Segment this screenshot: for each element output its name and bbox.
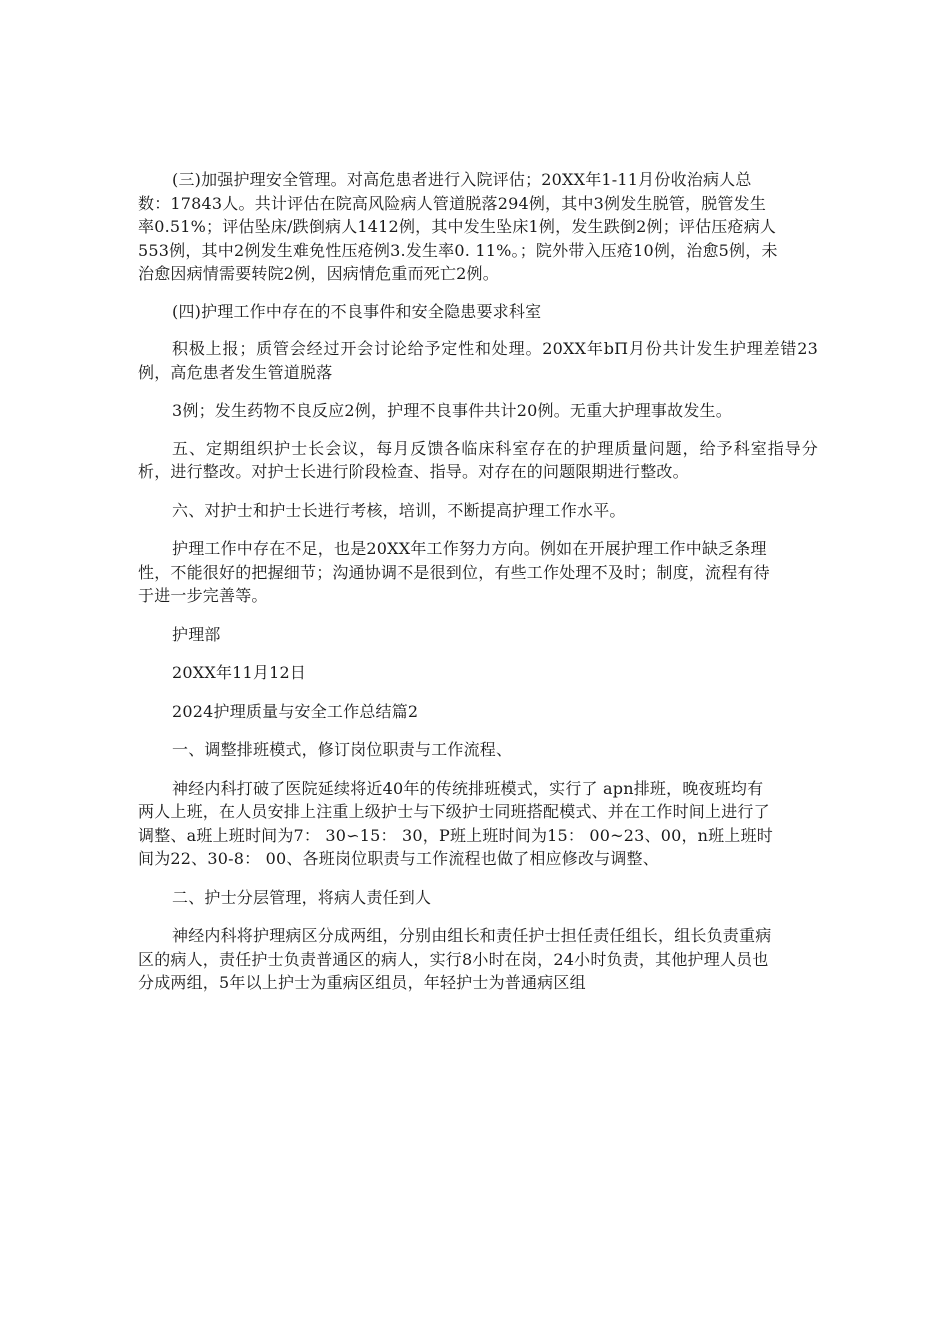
paragraph-shortcomings: 护理工作中存在不足，也是20XX年工作努力方向。例如在开展护理工作中缺乏条理性，不能很好的把握细节；沟通协调不是很到位，有些工作处理不及时；制度，流程有待于进一步完善等。 — [138, 539, 770, 605]
paragraph-incidents: 3例；发生药物不良反应2例，护理不良事件共计20例。无重大护理事故发生。 — [172, 401, 732, 420]
paragraph-layered-management-body: 神经内科将护理病区分成两组，分别由组长和责任护士担任责任组长，组长负责重病区的病人，责任护士负责普通区的病人，实行8小时在岗，24小时负责，其他护理人员也分成两组，5年以上护士为重病区组员，年轻护士为普通病区组 — [138, 926, 772, 992]
paragraph-head-nurse-meeting: 五、定期组织护士长会议，每月反馈各临床科室存在的护理质量问题，给予科室指导分析，进行整改。对护士长进行阶段检查、指导。对存在的问题限期进行整改。 — [138, 438, 818, 481]
paragraph-adverse-events-heading: (四)护理工作中存在的不良事件和安全隐患要求科室 — [172, 301, 542, 321]
paragraph-department-signature: 护理部 — [172, 624, 221, 644]
paragraph-assessment-training: 六、对护士和护士长进行考核，培训，不断提高护理工作水平。 — [172, 500, 626, 520]
document-page — [138, 168, 818, 995]
paragraph-scheduling-body: 神经内科打破了医院延续将近40年的传统排班模式，实行了 apn排班，晚夜班均有两人上班，在人员安排上注重上级护士与下级护士同班搭配模式、并在工作时间上进行了调整、a班上班时间为7： 30∽15： 30，P班上班时间为15： 00~23、00，n班上班时间为22、30-8： 00、各班岗位职责与工作流程也做了相应修改与调整、 — [138, 778, 773, 868]
paragraph-section-title: 2024护理质量与安全工作总结篇2 — [172, 701, 419, 721]
paragraph-report: 积极上报；质管会经过开会讨论给予定性和处理。20XX年bΠ月份共计发生护理差错23例，高危患者发生管道脱落 — [138, 339, 818, 382]
paragraph-layered-management-heading: 二、护士分层管理，将病人责任到人 — [172, 887, 432, 907]
paragraph-date: 20XX年11月12日 — [172, 663, 307, 682]
paragraph-scheduling-heading: 一、调整排班模式，修订岗位职责与工作流程、 — [172, 740, 513, 759]
paragraph-safety-management: (三)加强护理安全管理。对高危患者进行入院评估；20XX年1-11月份收治病人总数：17843人。共计评估在院高风险病人管道脱落294例，其中3例发生脱管，脱管发生率0.51%；评估坠床/跌倒病人1412例，其中发生坠床1例，发生跌倒2例；评估压疮病人553例，其中2例发生难免性压疮例3.发生率0. 11%。；院外带入压疮10例，治愈5例，未治愈因病情需要转院2例，因病情危重而死亡2例。 — [138, 170, 778, 283]
